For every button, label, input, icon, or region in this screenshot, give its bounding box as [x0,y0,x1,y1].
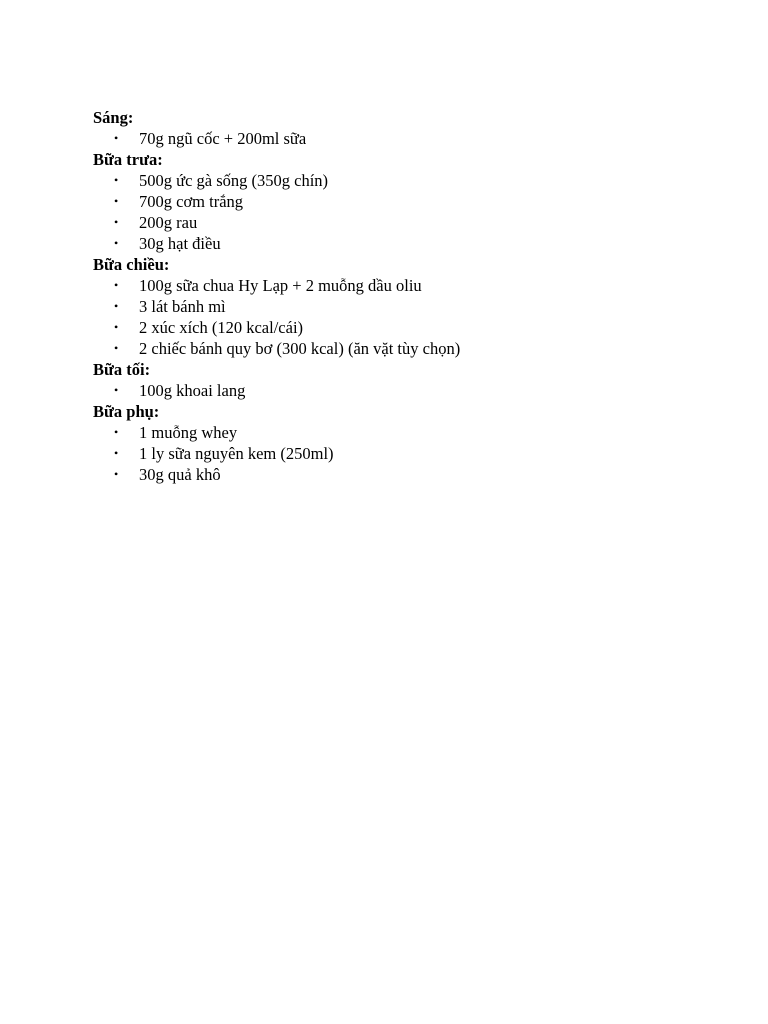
list-item-text: 3 lát bánh mì [139,297,226,316]
list-item [93,422,693,443]
bullet-icon: • [114,278,119,292]
bullet-icon: • [114,173,119,187]
list-item-text: 700g cơm trắng [139,192,244,211]
bullet-icon: • [114,383,119,397]
meal-heading: Bữa chiều: [93,255,170,274]
list-item-text: 200g rau [139,213,198,232]
meal-section-bua-phu [93,401,693,485]
list-item-text: 1 muỗng whey [139,423,238,442]
meal-list [93,422,693,485]
list-item-text: 100g khoai lang [139,381,246,400]
meal-section-bua-chieu [93,254,693,359]
list-item-text: 2 xúc xích (120 kcal/cái) [139,318,304,337]
bullet-icon: • [114,446,119,460]
meal-heading: Bữa phụ: [93,402,160,421]
list-item [93,275,693,296]
meal-list [93,275,693,359]
list-item [93,464,693,485]
list-item-text: 100g sữa chua Hy Lạp + 2 muỗng dầu oliu [139,276,422,295]
meal-list [93,380,693,401]
list-item-text: 70g ngũ cốc + 200ml sữa [139,129,307,148]
list-item-text: 1 ly sữa nguyên kem (250ml) [139,444,334,463]
meal-section-bua-toi [93,359,693,401]
bullet-icon: • [114,194,119,208]
bullet-icon: • [114,425,119,439]
bullet-icon: • [114,299,119,313]
list-item [93,233,693,254]
list-item [93,191,693,212]
meal-section-sang [93,107,693,149]
list-item-text: 30g hạt điều [139,234,221,253]
bullet-icon: • [114,467,119,481]
list-item [93,296,693,317]
meal-heading: Bữa tối: [93,360,151,379]
list-item [93,317,693,338]
list-item-text: 500g ức gà sống (350g chín) [139,171,329,190]
meal-plan-document [93,107,693,485]
meal-section-bua-trua [93,149,693,254]
list-item [93,212,693,233]
meal-list [93,170,693,254]
bullet-icon: • [114,131,119,145]
bullet-icon: • [114,320,119,334]
list-item [93,380,693,401]
bullet-icon: • [114,236,119,250]
bullet-icon: • [114,341,119,355]
meal-heading: Sáng: [93,108,134,127]
list-item [93,443,693,464]
list-item [93,338,693,359]
list-item [93,128,693,149]
list-item-text: 2 chiếc bánh quy bơ (300 kcal) (ăn vặt tùy chọn) [139,339,461,358]
meal-heading: Bữa trưa: [93,150,163,169]
meal-list [93,128,693,149]
list-item [93,170,693,191]
list-item-text: 30g quả khô [139,465,221,484]
bullet-icon: • [114,215,119,229]
